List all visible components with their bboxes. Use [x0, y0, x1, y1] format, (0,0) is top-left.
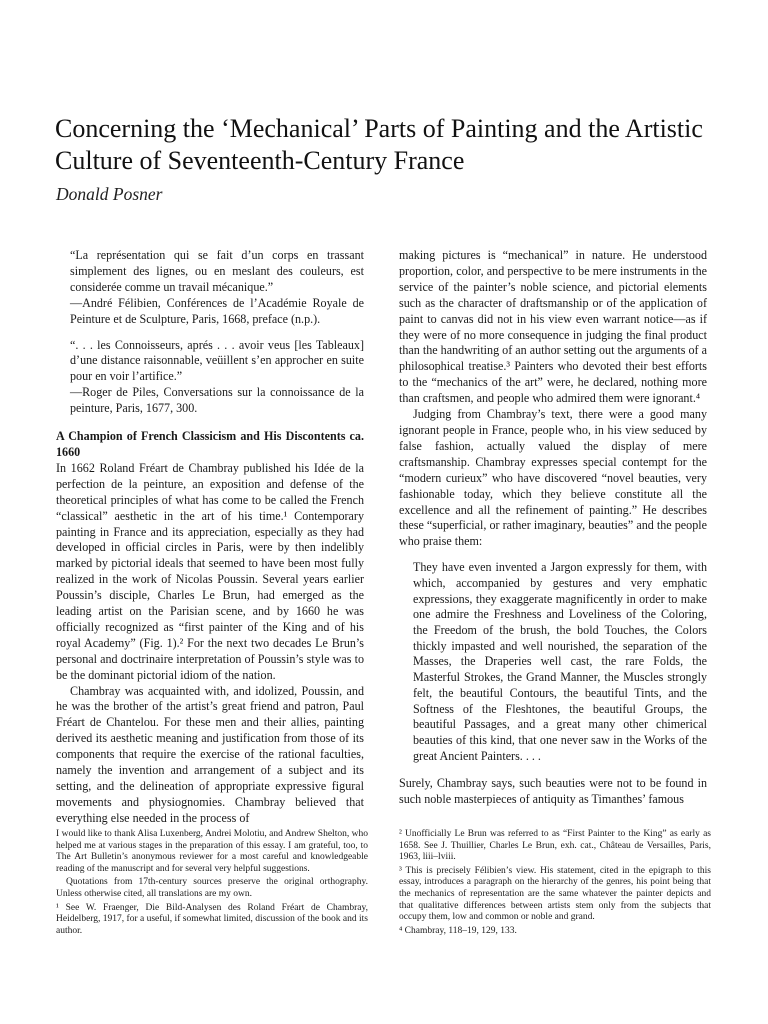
epigraph-quote: “La représentation qui se fait d’un corps en trassant simplement des lignes, ou en meslant des couleurs, est considerée comme un travail mécanique.”: [70, 248, 364, 294]
body-paragraph: In 1662 Roland Fréart de Chambray published his Idée de la perfection de la peinture, an exposition and defense of the theoretical principles of what has come to be called the French “classical” aesthetic in the art of his time.¹ Contemporary painting in France and its appreciation, especially as they had developed in official circles in Paris, were by then indelibly marked by pictorial ideals that seemed to have been most fully realized in the work of Nicolas Poussin. Several years earlier Poussin’s disciple, Charles Le Brun, had emerged as the leading artist on the Parisian scene, and by 1660 he was officially recognized as “first painter of the King and of his royal Academy” (Fig. 1).² For the next two decades Le Brun’s personal and doctrinaire interpretation of Poussin’s style was to be the dominant pictorial idiom of the nation.: [56, 460, 364, 682]
epigraph-1: [56, 248, 364, 328]
footnote-2: ² Unofficially Le Brun was referred to as “First Painter to the King” as early as 1658. See J. Thuillier, Charles Le Brun, exh. cat., Château de Versailles, Paris, 1963, liii–lviii.: [399, 829, 711, 863]
footnotes-right: [399, 829, 711, 939]
acknowledgment-note: I would like to thank Alisa Luxenberg, Andrei Molotiu, and Andrew Shelton, who helped me at various stages in the preparation of this essay. I am grateful, too, to The Art Bulletin’s anonymous reviewer for a most careful and knowledgeable reading of the manuscript and for several very helpful suggestions.: [56, 829, 368, 874]
right-column: [399, 248, 707, 808]
body-paragraph: Surely, Chambray says, such beauties were not to be found in such noble masterpieces of antiquity as Timanthes’ famous: [399, 776, 707, 807]
block-quote: They have even invented a Jargon expressly for them, with which, accompanied by gestures and very emphatic expressions, they exaggerate magnificently in order to make one admire the Freshness and Loveliness of the Coloring, the Freedom of the brush, the bold Touches, the Colors thickly impasted and well nourished, the separation of the Masses, the Draperies well cast, the rare Folds, the Masterful Strokes, the Grand Manner, the Muscles strongly felt, the beautiful Contours, the beautiful Tints, and the Softness of the Fleshtones, the beautiful Groups, the beautiful Passages, and a great many other chimerical beauties of this kind, that one never saw in the Works of the great Ancient Painters. . . .: [413, 560, 707, 763]
footnote-3: ³ This is precisely Félibien’s view. His statement, cited in the epigraph to this essay, introduces a paragraph on the hierarchy of the genres, his point being that the mechanics of representation are the same whatever the painter depicts and that qualitative differences between artists stem only from the subjects that occupy them, low and common or noble and grand.: [399, 865, 711, 923]
section-heading: A Champion of French Classicism and His Discontents ca. 1660: [56, 429, 364, 459]
left-column: [56, 248, 364, 827]
epigraph-source: —André Félibien, Conférences de l’Académie Royale de Peinture et de Sculpture, Paris, 1668, preface (n.p.).: [70, 295, 364, 326]
epigraph-2: [56, 338, 364, 418]
body-paragraph: making pictures is “mechanical” in nature. He understood proportion, color, and perspective to be mere instruments in the service of the painter’s noble science, and pictorial elements such as the character of draftsmanship or of the application of paint to canvas did not in his view even warrant notice—as if they were of no more consequence in judging the final product than the handwriting of an author setting out the arguments of a philosophical treatise.³ Painters who devoted their best efforts to the “mechanics of the art” were, he declared, nothing more than craftsmen, and people who admired them were ignorant.⁴: [399, 248, 707, 406]
footnotes-left: [56, 829, 368, 939]
orthography-note: Quotations from 17th-century sources preserve the original orthography. Unless otherwise cited, all translations are my own.: [56, 877, 368, 899]
footnote-1: ¹ See W. Fraenger, Die Bild-Analysen des Roland Fréart de Chambray, Heidelberg, 1917, for a useful, if somewhat limited, discussion of the book and its author.: [56, 902, 368, 936]
body-paragraph: Judging from Chambray’s text, there were a good many ignorant people in France, people who, in his view seduced by false fashion, actually valued the display of mere craftsmanship. Chambray expresses special contempt for the “modern curieux” who have discovered “novel beauties, very fashionable today, which they believe constitute all the excellence and all the refinement of painting.” He describes these “superficial, or rather imaginary, beauties” and the people who praise them:: [399, 407, 707, 549]
article-title: Concerning the ‘Mechanical’ Parts of Painting and the Artistic Culture of Seventeenth-Century France: [55, 114, 703, 175]
epigraph-quote: “. . . les Connoisseurs, aprés . . . avoir veus [les Tableaux] d’une distance raisonnable, veüillent s’en approcher en suite pour en voir l’artifice.”: [70, 337, 364, 384]
footnote-4: ⁴ Chambray, 118–19, 129, 133.: [399, 925, 517, 936]
body-paragraph: Chambray was acquainted with, and idolized, Poussin, and he was the brother of the artist’s great friend and patron, Paul Fréart de Chantelou. For these men and their allies, painting derived its aesthetic meaning and justification from those of its components that require the exercise of the rational faculties, namely the invention and arrangement of a subject and its setting, and the delineation of appropriate expressive figural movements and physiognomies. Chambray believed that everything else needed in the process of: [56, 683, 364, 825]
epigraph-source: —Roger de Piles, Conversations sur la connoissance de la peinture, Paris, 1677, 300.: [70, 385, 364, 416]
author-name: Donald Posner: [56, 184, 163, 204]
